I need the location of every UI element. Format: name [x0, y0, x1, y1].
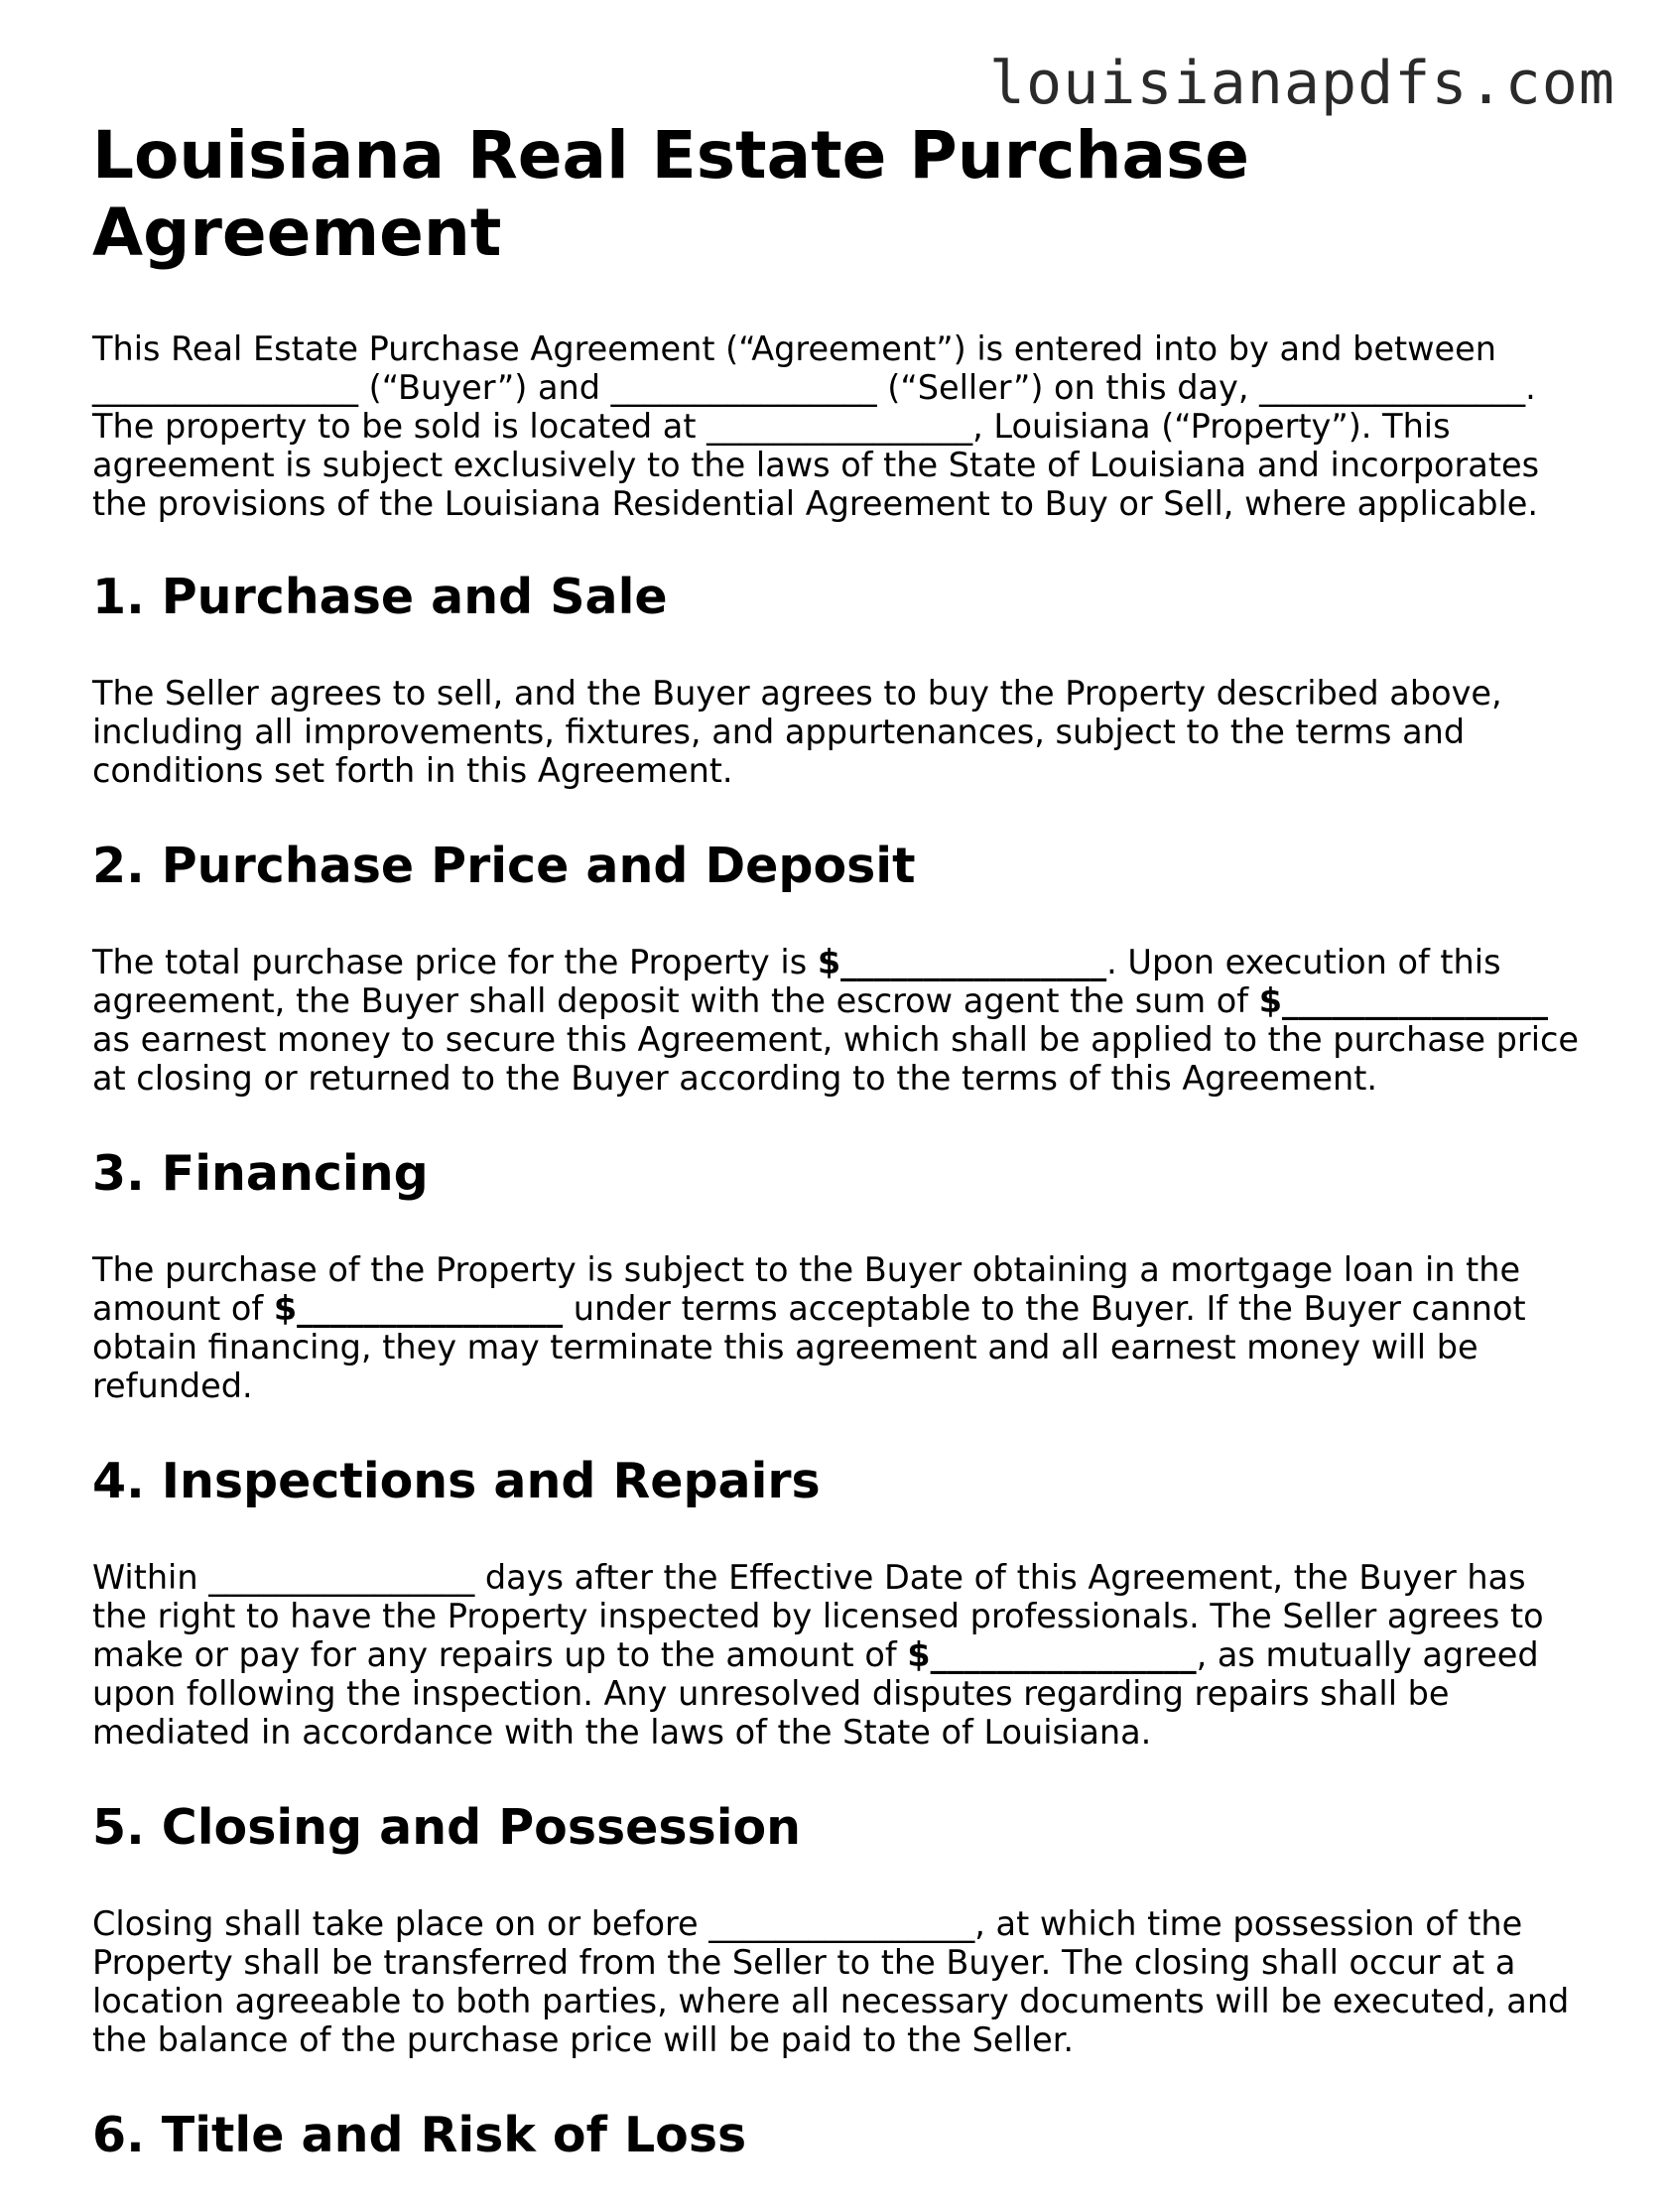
section-text-financing	[92, 1250, 1581, 1405]
loan-amount-blank: $________________	[273, 1289, 564, 1328]
inspection-days-blank: ________________	[208, 1558, 475, 1597]
closing-text-1: Closing shall take place on or before	[92, 1904, 709, 1943]
intro-text-3: (“Seller”) on this day,	[876, 368, 1260, 407]
intro-text-2: (“Buyer”) and	[358, 368, 611, 407]
watermark-text: louisianapdfs.com	[988, 49, 1615, 118]
date-blank: ________________	[1259, 368, 1526, 407]
intro-paragraph	[92, 329, 1581, 523]
deposit-amount-blank: $________________	[1258, 981, 1548, 1020]
purchase-price-text-3: as earnest money to secure this Agreement, which shall be applied to the purchase price at closing or returned to the Buyer according to the terms of this Agreement.	[92, 1020, 1580, 1098]
section-text-purchase-price	[92, 943, 1581, 1098]
financing-text-2: under terms acceptable to the Buyer. If the Buyer cannot obtain financing, they may terminate this agreement and all earnest money will be refunded.	[92, 1289, 1526, 1405]
section-heading-closing: 5. Closing and Possession	[92, 1799, 802, 1856]
closing-text-2: , at which time possession of the Property shall be transferred from the Seller to the Buyer. The closing shall occur at a location agreeable to both parties, where all necessary documents will be executed, and the balance of the purchase price will be paid to the Seller.	[92, 1904, 1570, 2059]
purchase-price-blank: $________________	[817, 943, 1107, 981]
property-address-blank: ________________	[707, 407, 973, 446]
section-heading-purchase-and-sale: 1. Purchase and Sale	[92, 569, 668, 625]
section-heading-financing: 3. Financing	[92, 1145, 429, 1202]
document-body	[92, 117, 1581, 2212]
intro-text-4: . The property to be sold is located at	[92, 368, 1536, 446]
repair-amount-blank: $________________	[907, 1635, 1197, 1674]
section-text-inspections	[92, 1558, 1581, 1752]
section-heading-title-risk: 6. Title and Risk of Loss	[92, 2107, 747, 2163]
section-text-purchase-and-sale: The Seller agrees to sell, and the Buyer agrees to buy the Property described above, including all improvements, fixtures, and appurtenances, subject to the terms and conditions set forth in this Agreement.	[92, 674, 1502, 790]
financing-text-1: The purchase of the Property is subject to the Buyer obtaining a mortgage loan in the amount of	[92, 1250, 1521, 1328]
closing-date-blank: ________________	[708, 1904, 975, 1943]
intro-text-5: , Louisiana (“Property”). This agreement is subject exclusively to the laws of the State of Louisiana and incorporates the provisions of the Louisiana Residential Agreement to Buy or Sell, where applicable.	[92, 407, 1540, 523]
section-heading-purchase-price: 2. Purchase Price and Deposit	[92, 838, 916, 894]
inspections-text-1: Within	[92, 1558, 209, 1597]
section-heading-inspections: 4. Inspections and Repairs	[92, 1453, 821, 1509]
purchase-price-text-2: . Upon execution of this agreement, the Buyer shall deposit with the escrow agent the sum of	[92, 943, 1501, 1020]
inspections-text-3: , as mutually agreed upon following the inspection. Any unresolved disputes regarding repairs shall be mediated in accordance with the laws of the State of Louisiana.	[92, 1635, 1539, 1752]
inspections-text-2: days after the Effective Date of this Agreement, the Buyer has the right to have the Property inspected by licensed professionals. The Seller agrees to make or pay for any repairs up to the amount of	[92, 1558, 1544, 1674]
intro-text-1: This Real Estate Purchase Agreement (“Agreement”) is entered into by and between	[92, 329, 1496, 368]
buyer-name-blank: ________________	[92, 368, 358, 407]
section-text-closing	[92, 1904, 1581, 2059]
seller-name-blank: ________________	[610, 368, 877, 407]
document-title: Louisiana Real Estate Purchase Agreement	[92, 117, 1250, 271]
purchase-price-text-1: The total purchase price for the Property is	[92, 943, 818, 981]
